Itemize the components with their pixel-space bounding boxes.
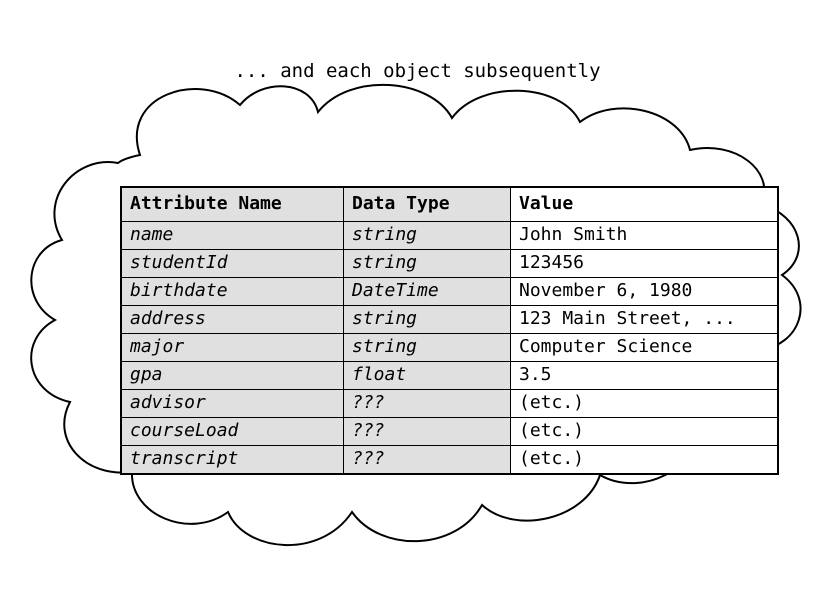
cell-value: 123456 [511, 250, 779, 278]
column-header-data-type: Data Type [344, 187, 511, 222]
cell-data-type: string [344, 222, 511, 250]
cell-value: (etc.) [511, 390, 779, 418]
table-row [121, 250, 778, 278]
cell-attribute-name: birthdate [121, 278, 344, 306]
cell-value: (etc.) [511, 446, 779, 475]
attribute-table-container [120, 186, 736, 475]
table-header-row [121, 187, 778, 222]
attribute-table [120, 186, 779, 475]
table-row [121, 334, 778, 362]
cell-attribute-name: gpa [121, 362, 344, 390]
cell-data-type: ??? [344, 446, 511, 475]
cell-data-type: string [344, 250, 511, 278]
cell-attribute-name: transcript [121, 446, 344, 475]
cell-attribute-name: courseLoad [121, 418, 344, 446]
cell-attribute-name: advisor [121, 390, 344, 418]
table-row [121, 446, 778, 475]
column-header-value: Value [511, 187, 779, 222]
column-header-attribute-name: Attribute Name [121, 187, 344, 222]
table-row [121, 390, 778, 418]
cell-value: 3.5 [511, 362, 779, 390]
cell-value: John Smith [511, 222, 779, 250]
cell-value: Computer Science [511, 334, 779, 362]
cell-data-type: ??? [344, 418, 511, 446]
table-row [121, 278, 778, 306]
cell-value: November 6, 1980 [511, 278, 779, 306]
cell-data-type: DateTime [344, 278, 511, 306]
table-row [121, 362, 778, 390]
cell-value: (etc.) [511, 418, 779, 446]
caption-line-1: ... and each object subsequently [234, 60, 601, 82]
cell-attribute-name: major [121, 334, 344, 362]
table-row [121, 418, 778, 446]
cell-attribute-name: studentId [121, 250, 344, 278]
table-row [121, 222, 778, 250]
cell-value: 123 Main Street, ... [511, 306, 779, 334]
table-row [121, 306, 778, 334]
table-header [121, 187, 778, 222]
cell-data-type: float [344, 362, 511, 390]
cell-attribute-name: name [121, 222, 344, 250]
cell-data-type: string [344, 334, 511, 362]
cell-attribute-name: address [121, 306, 344, 334]
cell-data-type: string [344, 306, 511, 334]
table-body [121, 222, 778, 475]
cell-data-type: ??? [344, 390, 511, 418]
